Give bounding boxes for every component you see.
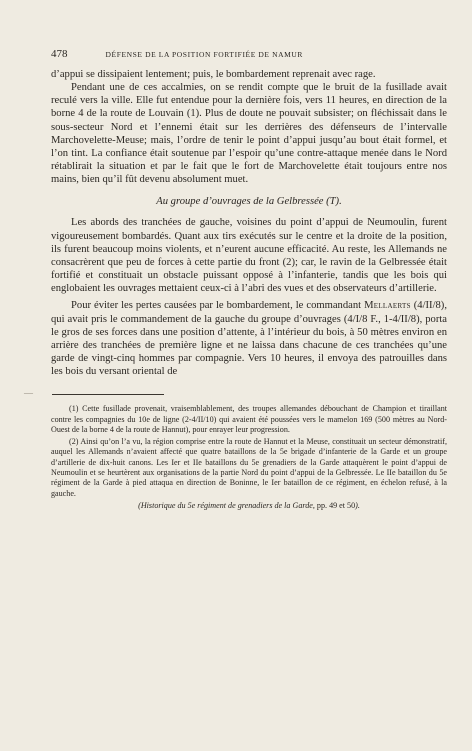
margin-mark: — (24, 388, 33, 398)
footnotes (51, 404, 447, 511)
footnote-1: (1) Cette fusillade provenait, vraisemblablement, des troupes allemandes débouchant de Champion et tiraillant contre les compagnies du 10e de ligne (2-4/II/10) qui avaient été poussées vers le mamelon 169 (500 mètres au Nord-Ouest de la borne 4 de la route de Hannut), pour enrayer leur progression. (51, 404, 447, 434)
source-pages: , pp. 49 et 50 (312, 500, 356, 510)
running-title: DÉFENSE DE LA POSITION FORTIFIÉE DE NAMUR (105, 50, 303, 59)
section-heading: Au groupe d’ouvrages de la Gelbressée (T). (156, 196, 342, 208)
paragraph (51, 299, 447, 378)
footnote-divider (52, 394, 164, 395)
footnote-2: (2) Ainsi qu’on l’a vu, la région comprise entre la route de Hannut et la Meuse, constituait un secteur démonstratif, auquel les Allemands n’avaient affecté que quatre bataillons de la 5e brigade d’infanterie de la Garde et un groupe d’artillerie de dix-huit canons. Les Ier et IIe bataillons du 5e grenadiers de la Garde attaquèrent le point d’appui de Neumoulin et se heurtèrent aux organisations de la partie Nord du point d’appui de la Gelbressée. Le IIe bataillon du 5e régiment de la Garde à pied attaqua en direction de Boninne, le Ier bataillon de ce régiment, en échelon refusé, à la gauche. (51, 437, 447, 498)
paragraph-text-end: (4/II/8), qui avait pris le commandement de la gauche du groupe d’ouvrages (4/I/8 F., 1-4/II/8), porta le gros de ses forces dans une position d’attente, à l’intérieur du bois, à 50 mètres environ en arrière des tranchées de première ligne et ne laissa dans chacune de ces tranchées qu’une garde de vingt-cinq hommes par compagnie. Vers 10 heures, il envoya des patrouilles dans les bois du versant oriental de (51, 300, 447, 378)
main-text (51, 68, 447, 378)
paragraph: Les abords des tranchées de gauche, voisines du point d’appui de Neumoulin, furent vigoureusement bombardés. Quant aux tirs exécutés sur le centre et la droite de la position, ils furent beaucoup moins violents, et n’eurent aucune efficacité. Au reste, les Allemands ne consacrèrent que peu de forces à cette partie du front (2); car, le ravin de la Gelbressée était fortifié et constituait un obstacle puissant opposé à l’infanterie, tandis que les bois qui englobaient les ouvrages mettaient ceux-ci à l’abri des vues et des observateurs d’artillerie. (51, 217, 447, 295)
paragraph-text-start: Pour éviter les pertes causées par le bombardement, le commandant (71, 300, 365, 312)
paragraph-continued: d’appui se dissipaient lentement; puis, le bombardement reprenait avec rage. (51, 69, 376, 80)
paragraph: Pendant une de ces accalmies, on se rendit compte que le bruit de la fusillade avait reculé vers la ville. Elle fut entendue pour la dernière fois, vers 11 heures, en direction de la borne 4 de la route de Louvain (1). Plus de doute ne pouvait subsister; on fléchissait dans le sous-secteur Nord et l’ennemi était sur les derrières des défenseurs de l’intervalle Marchovelette-Meuse; mais, l’ordre de tenir le point d’appui jusqu’au bout était formel, et l’on tint. La confiance était soutenue par l’espoir qu’une contre-attaque menée dans le Nord rétablirait la situation et par le fait que le fort de Marchovelette était toujours entre nos mains, bien qu’il fût devenu absolument muet. (51, 82, 447, 186)
page-header (51, 48, 447, 64)
source-title: Historique du 5e régiment de grenadiers de la Garde (140, 500, 313, 510)
page-number: 478 (51, 48, 68, 60)
footnote-source: (Historique du 5e régiment de grenadiers de la Garde, pp. 49 et 50). (138, 500, 360, 510)
person-name: Mellaerts (364, 300, 411, 312)
